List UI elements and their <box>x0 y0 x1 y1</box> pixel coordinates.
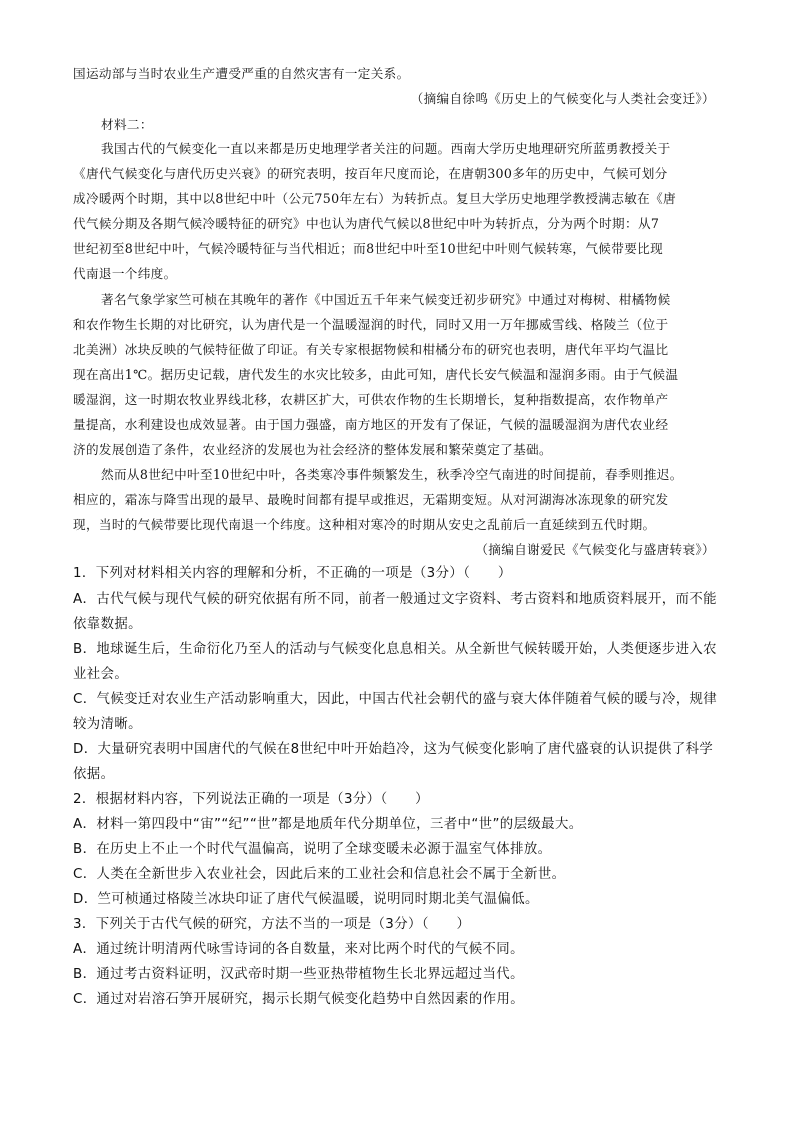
text-line: 著名气象学家竺可桢在其晚年的著作《中国近五千年来气候变迁初步研究》中通过对梅树、柑橘物候 <box>101 292 671 307</box>
question-3-stem: 3．下列关于古代气候的研究，方法不当的一项是（3分）（ ） <box>73 917 471 932</box>
q1-option-a-cont: 依靠数据。 <box>73 617 142 632</box>
text-line: 和农作物生长期的对比研究，认为唐代是一个温暖湿润的时代，同时又用一万年挪威雪线、格陵兰（位于 <box>73 317 669 332</box>
text-line: 我国古代的气候变化一直以来都是历史地理学者关注的问题。西南大学历史地理研究所蓝勇教授关于 <box>101 141 671 156</box>
q2-option-b: B．在历史上不止一个时代气温偏高，说明了全球变暖未必源于温室气体排放。 <box>73 842 552 857</box>
q3-option-c: C．通过对岩溶石笋开展研究，揭示长期气候变化趋势中自然因素的作用。 <box>73 992 525 1007</box>
q3-option-b: B．通过考古资料证明，汉武帝时期一些亚热带植物生长北界远超过当代。 <box>73 967 524 982</box>
q1-option-b: B．地球诞生后，生命衍化乃至人的活动与气候变化息息相关。从全新世气候转暖开始，人类便逐步进入农 <box>73 642 717 657</box>
text-line: 济的发展创造了条件，农业经济的发展也为社会经济的整体发展和繁荣奠定了基础。 <box>73 442 552 457</box>
text-line: 现，当时的气候带要比现代南退一个纬度。这种相对寒冷的时期从安史之乱前后一直延续到五代时期。 <box>73 517 656 532</box>
text-line: 然而从8世纪中叶至10世纪中叶，各类寒冷事件频繁发生，秋季冷空气南进的时间提前，春季则推迟。 <box>101 467 683 482</box>
text-line: 代南退一个纬度。 <box>73 266 177 281</box>
q2-option-a: A．材料一第四段中“宙”“纪”“世”都是地质年代分期单位，三者中“世”的层级最大。 <box>73 817 583 832</box>
q1-option-b-cont: 业社会。 <box>73 667 129 682</box>
material2-source: （摘编自谢爱民《气候变化与盛唐转衰》） <box>475 542 715 557</box>
text-line: 《唐代气候变化与唐代历史兴衰》的研究表明，按百年尺度而论，在唐朝300多年的历史中，气候可划分 <box>73 166 668 181</box>
q1-option-c: C．气候变迁对农业生产活动影响重大，因此，中国古代社会朝代的盛与衰大体伴随着气候的暖与冷，规律 <box>73 692 718 707</box>
q1-option-c-cont: 较为清晰。 <box>73 717 142 732</box>
q1-option-d-cont: 依据。 <box>73 767 115 782</box>
material1-source: （摘编自徐鸣《历史上的气候变化与人类社会变迁》） <box>410 91 715 106</box>
q1-option-a: A．古代气候与现代气候的研究依据有所不同，前者一般通过文字资料、考古资料和地质资料展开，而不能 <box>73 592 717 607</box>
text-line: 北美洲）冰块反映的气候特征做了印证。有关专家根据物候和柑橘分布的研究也表明，唐代年平均气温比 <box>73 342 669 357</box>
q2-option-d: D．竺可桢通过格陵兰冰块印证了唐代气候温暖，说明同时期北美气温偏低。 <box>73 892 539 907</box>
material1-last-line: 国运动部与当时农业生产遭受严重的自然灾害有一定关系。 <box>73 66 410 81</box>
text-line: 相应的，霜冻与降雪出现的最早、最晚时间都有提早或推迟，无霜期变短。从对河湖海冰冻现象的研究发 <box>73 492 669 507</box>
text-line: 量提高，水利建设也成效显著。由于国力强盛，南方地区的开发有了保证，气候的温暖湿润为唐代农业经 <box>73 417 669 432</box>
question-1-stem: 1．下列对材料相关内容的理解和分析，不正确的一项是（3分）（ ） <box>73 566 512 581</box>
text-line: 世纪初至8世纪中叶，气候冷暖特征与当代相近；而8世纪中叶至10世纪中叶则气候转寒，气候带要比现 <box>73 241 664 256</box>
text-line: 暖湿润，这一时期农牧业界线北移，农耕区扩大，可供农作物的生长期增长，复种指数提高，农作物单产 <box>73 392 669 407</box>
q3-option-a: A．通过统计明清两代咏雪诗词的各自数量，来对比两个时代的气候不同。 <box>73 942 524 957</box>
text-line: 代气候分期及各期气候冷暖特征的研究》中也认为唐代气候以8世纪中叶为转折点，分为两个时期：从7 <box>73 216 660 231</box>
text-line: 成冷暖两个时期，其中以8世纪中叶（公元750年左右）为转折点。复旦大学历史地理学教授满志敏在《唐 <box>73 191 676 206</box>
q1-option-d: D．大量研究表明中国唐代的气候在8世纪中叶开始趋冷，这为气候变化影响了唐代盛衰的认识提供了科学 <box>73 742 714 757</box>
material2-heading: 材料二： <box>101 117 153 132</box>
text-line: 现在高出1℃。据历史记载，唐代发生的水灾比较多，由此可知，唐代长安气候温和湿润多雨。由于气候温 <box>73 367 679 382</box>
question-2-stem: 2．根据材料内容，下列说法正确的一项是（3分）（ ） <box>73 792 429 807</box>
q2-option-c: C．人类在全新世步入农业社会，因此后来的工业社会和信息社会不属于全新世。 <box>73 867 566 882</box>
